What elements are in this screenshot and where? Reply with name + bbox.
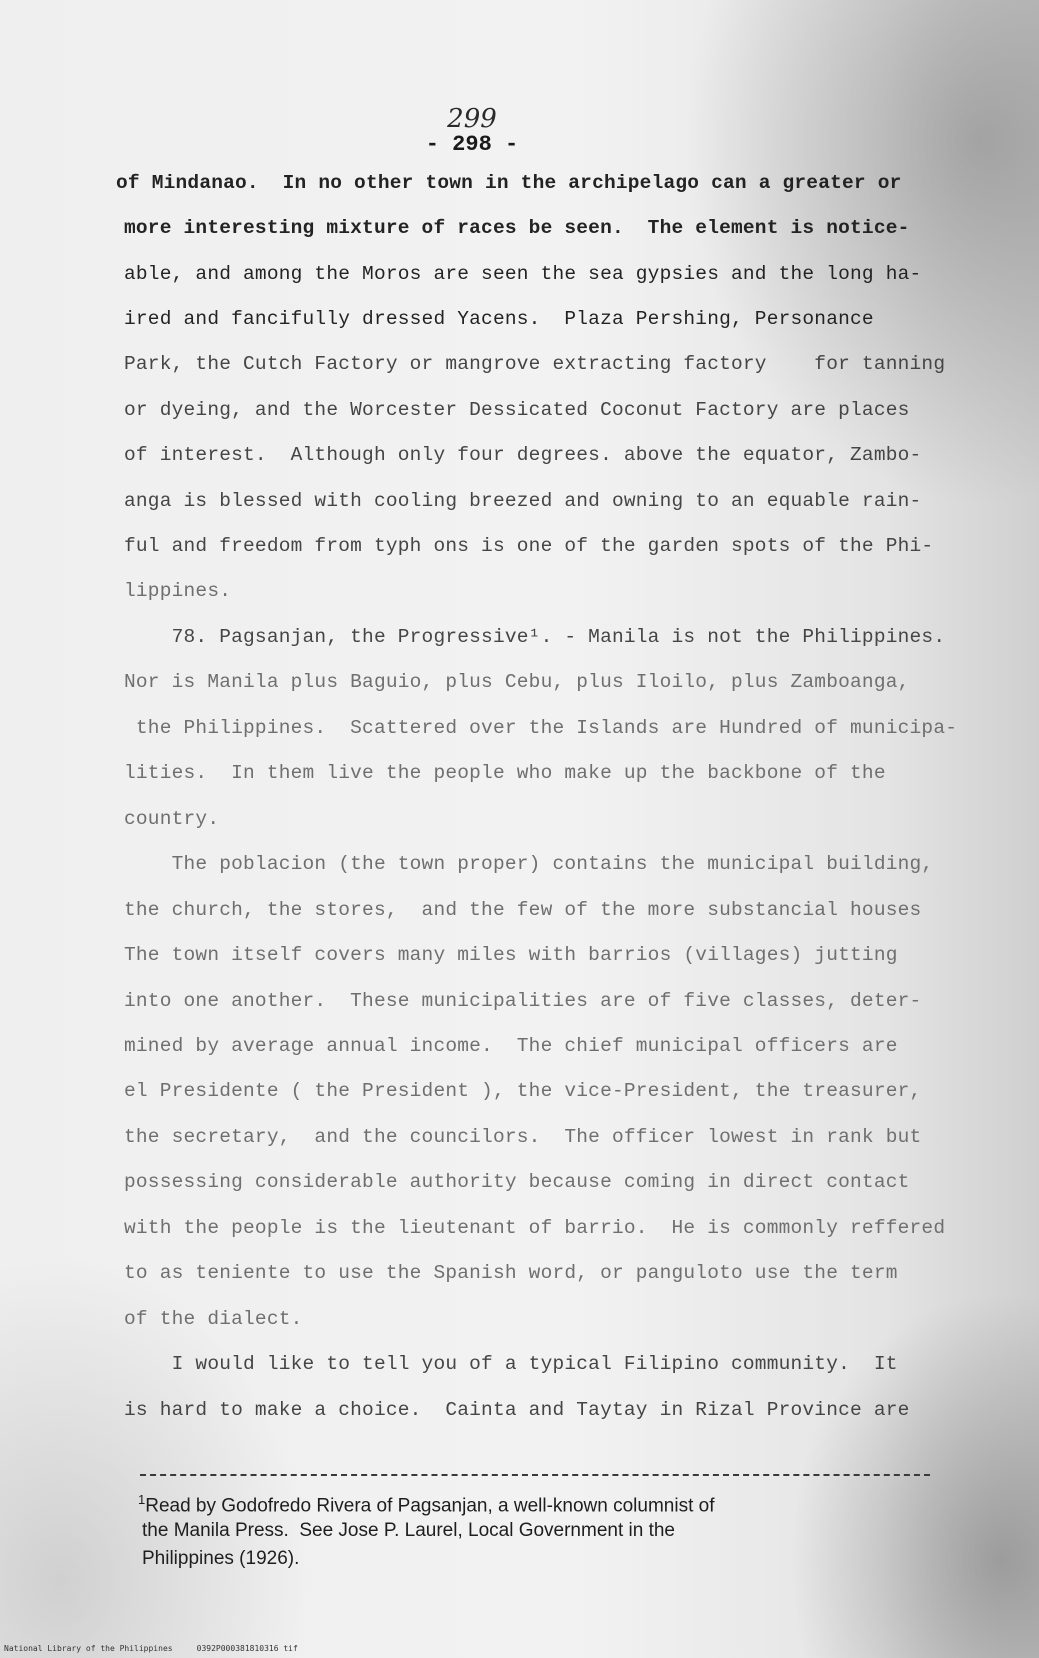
body-line: The town itself covers many miles with barrios (villages) jutting (124, 944, 898, 966)
section-heading-line: 78. Pagsanjan, the Progressive¹. - Manila is not the Philippines. (124, 626, 946, 648)
footnote-marker: 1 (138, 1492, 146, 1507)
body-line: The poblacion (the town proper) contains the municipal building, (124, 853, 934, 875)
body-line: lities. In them live the people who make up the backbone of the (124, 762, 886, 784)
footnote-line: Philippines (1926). (142, 1548, 300, 1569)
body-line: of interest. Although only four degrees. above the equator, Zambo- (124, 444, 922, 466)
scan-footer-label: National Library of the Philippines 0392P000381810316 tif (4, 1644, 298, 1653)
footnote-line (138, 1492, 714, 1517)
body-line: able, and among the Moros are seen the sea gypsies and the long ha- (124, 263, 922, 285)
footnote-line: the Manila Press. See Jose P. Laurel, Local Government in the (142, 1520, 676, 1541)
body-line: to as teniente to use the Spanish word, or panguloto use the term (124, 1262, 898, 1284)
footnote-divider (140, 1474, 930, 1476)
handwritten-page-number: 299 (447, 104, 497, 134)
body-line: anga is blessed with cooling breezed and owning to an equable rain- (124, 490, 922, 512)
body-line: I would like to tell you of a typical Filipino community. It (124, 1353, 898, 1375)
body-line: lippines. (124, 580, 232, 602)
body-line: or dyeing, and the Worcester Dessicated Coconut Factory are places (124, 399, 910, 421)
body-line: with the people is the lieutenant of barrio. He is commonly reffered (124, 1217, 946, 1239)
body-line: the Philippines. Scattered over the Islands are Hundred of municipa- (124, 717, 958, 739)
body-line: country. (124, 808, 220, 830)
body-line: possessing considerable authority because coming in direct contact (124, 1171, 910, 1193)
body-line: more interesting mixture of races be seen. The element is notice- (124, 217, 910, 239)
body-line: ful and freedom from typh ons is one of the garden spots of the Phi- (124, 535, 934, 557)
footnote-text: Read by Godofredo Rivera of Pagsanjan, a well-known columnist of (145, 1495, 715, 1517)
body-line: of Mindanao. In no other town in the archipelago can a greater or (116, 172, 902, 194)
body-line: the church, the stores, and the few of the more substancial houses (124, 899, 922, 921)
body-line: Nor is Manila plus Baguio, plus Cebu, plus Iloilo, plus Zamboanga, (124, 671, 910, 693)
body-line: ired and fancifully dressed Yacens. Plaza Pershing, Personance (124, 308, 874, 330)
body-line: of the dialect. (124, 1308, 303, 1330)
body-line: el Presidente ( the President ), the vice-President, the treasurer, (124, 1080, 922, 1102)
typed-page-number: - 298 - (425, 132, 519, 157)
body-line: is hard to make a choice. Cainta and Taytay in Rizal Province are (124, 1399, 910, 1421)
body-line: Park, the Cutch Factory or mangrove extracting factory for tanning (124, 353, 946, 375)
body-line: mined by average annual income. The chief municipal officers are (124, 1035, 898, 1057)
body-line: the secretary, and the councilors. The officer lowest in rank but (124, 1126, 922, 1148)
body-line: into one another. These municipalities are of five classes, deter- (124, 990, 922, 1012)
